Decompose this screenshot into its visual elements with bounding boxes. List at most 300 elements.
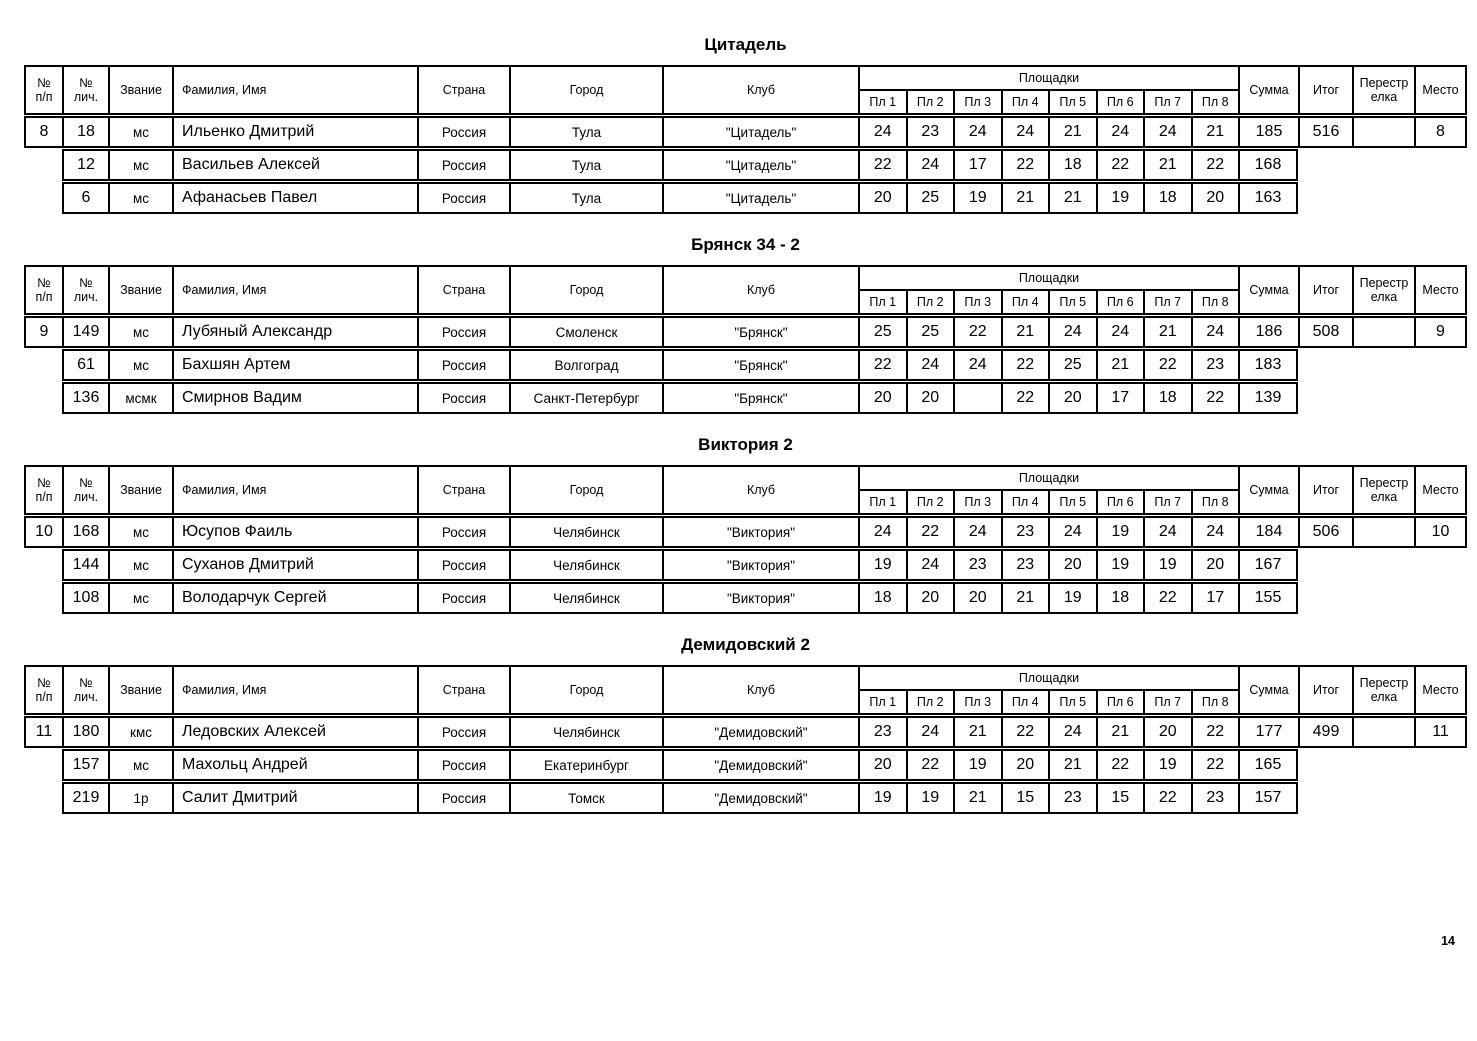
table-row — [62, 782, 1477, 814]
col-header-pl-2: Пл 2 — [906, 89, 954, 115]
col-header-shootoff — [1352, 465, 1414, 515]
cell-pp: 11 — [24, 716, 62, 748]
cell-rank: мс — [108, 582, 172, 614]
col-header-pl-8: Пл 8 — [1191, 689, 1239, 715]
cell-total: 516 — [1298, 116, 1352, 148]
cell-name: Володарчук Сергей — [172, 582, 417, 614]
cell-score: 24 — [953, 349, 1001, 381]
cell-score: 24 — [1096, 116, 1144, 148]
header-line: лич. — [73, 490, 99, 504]
cell-score: 20 — [1191, 182, 1239, 214]
col-header-pl-3: Пл 3 — [953, 689, 1001, 715]
results-table — [24, 65, 1477, 214]
col-header-shootoff — [1352, 665, 1414, 715]
cell-score: 22 — [1001, 349, 1049, 381]
cell-city: Тула — [509, 149, 662, 181]
cell-score: 22 — [1191, 749, 1239, 781]
table-header — [24, 465, 1477, 515]
cell-score: 24 — [906, 716, 954, 748]
cell-rank: кмс — [108, 716, 172, 748]
cell-score: 21 — [1143, 149, 1191, 181]
table-row — [62, 349, 1477, 381]
cell-score: 23 — [1001, 516, 1049, 548]
col-header-pl-1: Пл 1 — [858, 689, 906, 715]
cell-score: 25 — [858, 316, 906, 348]
cell-score: 22 — [1001, 149, 1049, 181]
cell-score: 18 — [1143, 382, 1191, 414]
col-header-place: Место — [1414, 265, 1467, 315]
cell-sum: 183 — [1238, 349, 1298, 381]
cell-id: 12 — [62, 149, 108, 181]
cell-city: Томск — [509, 782, 662, 814]
cell-place: 9 — [1414, 316, 1467, 348]
cell-name: Лубяный Александр — [172, 316, 417, 348]
cell-id: 6 — [62, 182, 108, 214]
cell-rank: мс — [108, 349, 172, 381]
col-header-pl-2: Пл 2 — [906, 689, 954, 715]
cell-score: 19 — [953, 182, 1001, 214]
cell-score: 19 — [1143, 549, 1191, 581]
cell-score: 15 — [1001, 782, 1049, 814]
cell-id: 180 — [62, 716, 108, 748]
cell-score: 23 — [953, 549, 1001, 581]
cell-id: 149 — [62, 316, 108, 348]
cell-score: 23 — [1191, 782, 1239, 814]
cell-score: 19 — [953, 749, 1001, 781]
cell-name: Махольц Андрей — [172, 749, 417, 781]
cell-score: 21 — [1001, 316, 1049, 348]
cell-country: Россия — [417, 182, 509, 214]
col-header-pl-4: Пл 4 — [1001, 289, 1049, 315]
col-header-pl-7: Пл 7 — [1143, 289, 1191, 315]
cell-sum: 139 — [1238, 382, 1298, 414]
table-row — [24, 316, 1477, 348]
col-header-rank: Звание — [108, 65, 172, 115]
cell-score: 21 — [953, 782, 1001, 814]
cell-id: 108 — [62, 582, 108, 614]
cell-score: 17 — [1191, 582, 1239, 614]
col-header-pl-6: Пл 6 — [1096, 489, 1144, 515]
cell-name: Суханов Дмитрий — [172, 549, 417, 581]
header-line: № — [37, 475, 51, 490]
cell-name: Юсупов Фаиль — [172, 516, 417, 548]
cell-id: 144 — [62, 549, 108, 581]
header-line: № — [37, 275, 51, 290]
cell-score: 19 — [1096, 182, 1144, 214]
team-section — [24, 634, 1477, 814]
cell-score: 19 — [1143, 749, 1191, 781]
cell-score: 25 — [906, 182, 954, 214]
cell-sum: 185 — [1238, 116, 1298, 148]
cell-score: 24 — [906, 549, 954, 581]
header-line: елка — [1370, 690, 1398, 704]
cell-score: 20 — [858, 749, 906, 781]
group-label: Площадки — [858, 265, 1238, 289]
cell-rank: мс — [108, 549, 172, 581]
cell-sum: 186 — [1238, 316, 1298, 348]
cell-score: 24 — [1048, 516, 1096, 548]
cell-score: 20 — [1048, 382, 1096, 414]
cell-score: 19 — [1048, 582, 1096, 614]
col-header-country: Страна — [417, 65, 509, 115]
table-row — [62, 749, 1477, 781]
col-header-nlich — [62, 65, 108, 115]
col-header-pl-7: Пл 7 — [1143, 89, 1191, 115]
col-header-pl-6: Пл 6 — [1096, 289, 1144, 315]
col-header-sum: Сумма — [1238, 265, 1298, 315]
header-line: № — [79, 75, 93, 90]
header-line: елка — [1370, 90, 1398, 104]
col-header-city: Город — [509, 265, 662, 315]
cell-city: Челябинск — [509, 582, 662, 614]
col-header-sum: Сумма — [1238, 65, 1298, 115]
pl-header-row — [858, 289, 1238, 315]
cell-score: 24 — [1191, 316, 1239, 348]
col-header-pl-4: Пл 4 — [1001, 89, 1049, 115]
cell-score: 18 — [1143, 182, 1191, 214]
cell-score: 21 — [1048, 749, 1096, 781]
cell-club: "Брянск" — [662, 382, 858, 414]
col-header-club: Клуб — [662, 265, 858, 315]
header-line: Перестр — [1359, 675, 1409, 690]
cell-score: 22 — [1001, 382, 1049, 414]
col-header-pl-8: Пл 8 — [1191, 289, 1239, 315]
cell-score: 20 — [1191, 549, 1239, 581]
cell-score: 24 — [1048, 316, 1096, 348]
cell-name: Бахшян Артем — [172, 349, 417, 381]
cell-club: "Цитадель" — [662, 182, 858, 214]
cell-score: 19 — [906, 782, 954, 814]
cell-score: 22 — [1143, 782, 1191, 814]
header-line: № — [79, 275, 93, 290]
col-header-name: Фамилия, Имя — [172, 465, 417, 515]
cell-score: 23 — [1191, 349, 1239, 381]
table-row — [62, 182, 1477, 214]
table-row — [62, 149, 1477, 181]
col-header-city: Город — [509, 665, 662, 715]
col-header-name: Фамилия, Имя — [172, 65, 417, 115]
cell-name: Смирнов Вадим — [172, 382, 417, 414]
cell-rank: мс — [108, 516, 172, 548]
cell-city: Челябинск — [509, 716, 662, 748]
cell-score: 22 — [1143, 349, 1191, 381]
cell-country: Россия — [417, 316, 509, 348]
cell-city: Тула — [509, 182, 662, 214]
cell-club: "Цитадель" — [662, 149, 858, 181]
cell-country: Россия — [417, 382, 509, 414]
col-header-name: Фамилия, Имя — [172, 665, 417, 715]
cell-score: 22 — [858, 349, 906, 381]
cell-rank: мс — [108, 749, 172, 781]
col-header-sum: Сумма — [1238, 665, 1298, 715]
cell-name: Салит Дмитрий — [172, 782, 417, 814]
col-header-group-ploshadki — [858, 465, 1238, 515]
cell-score: 21 — [1048, 182, 1096, 214]
cell-rank: мс — [108, 316, 172, 348]
header-line: № — [79, 675, 93, 690]
col-header-name: Фамилия, Имя — [172, 265, 417, 315]
cell-shootoff — [1352, 316, 1414, 348]
header-line: п/п — [35, 690, 53, 704]
col-header-country: Страна — [417, 265, 509, 315]
header-line: п/п — [35, 490, 53, 504]
col-header-rank: Звание — [108, 265, 172, 315]
cell-score: 22 — [1191, 716, 1239, 748]
col-header-total: Итог — [1298, 265, 1352, 315]
cell-score: 24 — [1143, 116, 1191, 148]
cell-score: 18 — [858, 582, 906, 614]
cell-score: 21 — [1143, 316, 1191, 348]
table-row — [62, 549, 1477, 581]
col-header-pl-5: Пл 5 — [1048, 489, 1096, 515]
cell-shootoff — [1352, 116, 1414, 148]
col-header-club: Клуб — [662, 665, 858, 715]
col-header-place: Место — [1414, 465, 1467, 515]
cell-score: 22 — [1191, 382, 1239, 414]
team-title: Демидовский 2 — [681, 635, 810, 654]
group-label: Площадки — [858, 65, 1238, 89]
cell-score: 20 — [906, 582, 954, 614]
col-header-pl-1: Пл 1 — [858, 289, 906, 315]
page-number: 14 — [1441, 934, 1455, 948]
cell-score: 22 — [906, 516, 954, 548]
team-section — [24, 434, 1477, 614]
cell-score: 20 — [858, 182, 906, 214]
cell-score: 21 — [1001, 182, 1049, 214]
header-line: № — [37, 675, 51, 690]
cell-score: 24 — [1191, 516, 1239, 548]
table-row — [62, 382, 1477, 414]
cell-score: 18 — [1096, 582, 1144, 614]
cell-score: 19 — [1096, 549, 1144, 581]
cell-score: 21 — [1001, 582, 1049, 614]
cell-place: 8 — [1414, 116, 1467, 148]
cell-score — [953, 382, 1001, 414]
cell-total: 508 — [1298, 316, 1352, 348]
cell-id: 157 — [62, 749, 108, 781]
col-header-rank: Звание — [108, 665, 172, 715]
header-line: п/п — [35, 90, 53, 104]
cell-id: 219 — [62, 782, 108, 814]
cell-city: Смоленск — [509, 316, 662, 348]
results-table — [24, 465, 1477, 614]
header-line: № — [37, 75, 51, 90]
cell-id: 168 — [62, 516, 108, 548]
cell-score: 24 — [953, 116, 1001, 148]
cell-club: "Брянск" — [662, 316, 858, 348]
cell-club: "Виктория" — [662, 582, 858, 614]
cell-score: 20 — [953, 582, 1001, 614]
col-header-pl-5: Пл 5 — [1048, 89, 1096, 115]
col-header-country: Страна — [417, 465, 509, 515]
cell-city: Челябинск — [509, 516, 662, 548]
cell-score: 22 — [906, 749, 954, 781]
col-header-sum: Сумма — [1238, 465, 1298, 515]
col-header-pl-6: Пл 6 — [1096, 89, 1144, 115]
cell-city: Тула — [509, 116, 662, 148]
cell-score: 20 — [1143, 716, 1191, 748]
cell-sum: 177 — [1238, 716, 1298, 748]
cell-country: Россия — [417, 516, 509, 548]
header-line: елка — [1370, 290, 1398, 304]
cell-score: 25 — [1048, 349, 1096, 381]
cell-score: 24 — [1001, 116, 1049, 148]
cell-club: "Демидовский" — [662, 716, 858, 748]
cell-score: 24 — [858, 116, 906, 148]
table-row — [24, 516, 1477, 548]
cell-sum: 155 — [1238, 582, 1298, 614]
col-header-pl-5: Пл 5 — [1048, 689, 1096, 715]
cell-country: Россия — [417, 116, 509, 148]
table-header — [24, 265, 1477, 315]
team-title: Брянск 34 - 2 — [691, 235, 800, 254]
cell-sum: 163 — [1238, 182, 1298, 214]
cell-city: Челябинск — [509, 549, 662, 581]
results-table — [24, 265, 1477, 414]
header-line: лич. — [73, 690, 99, 704]
team-section — [24, 234, 1477, 414]
cell-score: 23 — [1001, 549, 1049, 581]
table-header — [24, 665, 1477, 715]
col-header-nlich — [62, 265, 108, 315]
cell-score: 24 — [1048, 716, 1096, 748]
cell-score: 21 — [1096, 349, 1144, 381]
cell-score: 22 — [1001, 716, 1049, 748]
col-header-pl-1: Пл 1 — [858, 89, 906, 115]
col-header-pl-7: Пл 7 — [1143, 689, 1191, 715]
table-row — [24, 116, 1477, 148]
cell-shootoff — [1352, 716, 1414, 748]
col-header-pl-7: Пл 7 — [1143, 489, 1191, 515]
header-line: елка — [1370, 490, 1398, 504]
cell-rank: мс — [108, 149, 172, 181]
cell-country: Россия — [417, 749, 509, 781]
col-header-pl-8: Пл 8 — [1191, 489, 1239, 515]
cell-score: 22 — [953, 316, 1001, 348]
cell-score: 21 — [1096, 716, 1144, 748]
cell-club: "Демидовский" — [662, 749, 858, 781]
col-header-total: Итог — [1298, 65, 1352, 115]
col-header-pl-4: Пл 4 — [1001, 489, 1049, 515]
col-header-group-ploshadki — [858, 265, 1238, 315]
cell-pp: 8 — [24, 116, 62, 148]
cell-score: 23 — [858, 716, 906, 748]
cell-score: 20 — [1001, 749, 1049, 781]
col-header-pl-2: Пл 2 — [906, 289, 954, 315]
cell-id: 18 — [62, 116, 108, 148]
cell-sum: 184 — [1238, 516, 1298, 548]
col-header-npp — [24, 265, 62, 315]
col-header-place: Место — [1414, 665, 1467, 715]
header-line: Перестр — [1359, 475, 1409, 490]
col-header-pl-3: Пл 3 — [953, 289, 1001, 315]
cell-score: 18 — [1048, 149, 1096, 181]
col-header-pl-3: Пл 3 — [953, 489, 1001, 515]
cell-city: Волгоград — [509, 349, 662, 381]
cell-score: 20 — [858, 382, 906, 414]
cell-score: 17 — [1096, 382, 1144, 414]
header-line: лич. — [73, 290, 99, 304]
header-line: № — [79, 475, 93, 490]
cell-score: 22 — [1096, 149, 1144, 181]
team-title: Виктория 2 — [698, 435, 793, 454]
team-section — [24, 34, 1477, 214]
pl-header-row — [858, 489, 1238, 515]
team-title: Цитадель — [704, 35, 787, 54]
col-header-city: Город — [509, 465, 662, 515]
col-header-npp — [24, 465, 62, 515]
header-line: Перестр — [1359, 75, 1409, 90]
col-header-nlich — [62, 465, 108, 515]
col-header-pl-8: Пл 8 — [1191, 89, 1239, 115]
col-header-nlich — [62, 665, 108, 715]
table-header — [24, 65, 1477, 115]
pl-header-row — [858, 689, 1238, 715]
cell-country: Россия — [417, 782, 509, 814]
col-header-club: Клуб — [662, 465, 858, 515]
cell-name: Афанасьев Павел — [172, 182, 417, 214]
cell-country: Россия — [417, 349, 509, 381]
cell-name: Васильев Алексей — [172, 149, 417, 181]
cell-id: 136 — [62, 382, 108, 414]
cell-score: 24 — [906, 349, 954, 381]
cell-score: 19 — [1096, 516, 1144, 548]
results-table — [24, 665, 1477, 814]
cell-total: 506 — [1298, 516, 1352, 548]
cell-score: 21 — [1191, 116, 1239, 148]
col-header-club: Клуб — [662, 65, 858, 115]
col-header-group-ploshadki — [858, 65, 1238, 115]
cell-club: "Виктория" — [662, 549, 858, 581]
col-header-group-ploshadki — [858, 665, 1238, 715]
col-header-pl-4: Пл 4 — [1001, 689, 1049, 715]
cell-club: "Цитадель" — [662, 116, 858, 148]
cell-score: 20 — [1048, 549, 1096, 581]
col-header-npp — [24, 665, 62, 715]
cell-rank: мсмк — [108, 382, 172, 414]
cell-club: "Демидовский" — [662, 782, 858, 814]
cell-score: 24 — [858, 516, 906, 548]
cell-city: Санкт-Петербург — [509, 382, 662, 414]
col-header-shootoff — [1352, 65, 1414, 115]
cell-name: Ильенко Дмитрий — [172, 116, 417, 148]
col-header-total: Итог — [1298, 665, 1352, 715]
header-line: Перестр — [1359, 275, 1409, 290]
col-header-pl-3: Пл 3 — [953, 89, 1001, 115]
cell-pp: 10 — [24, 516, 62, 548]
cell-score: 19 — [858, 782, 906, 814]
cell-score: 21 — [953, 716, 1001, 748]
col-header-shootoff — [1352, 265, 1414, 315]
cell-score: 24 — [906, 149, 954, 181]
cell-id: 61 — [62, 349, 108, 381]
cell-score: 24 — [1096, 316, 1144, 348]
cell-sum: 165 — [1238, 749, 1298, 781]
cell-score: 19 — [858, 549, 906, 581]
cell-sum: 167 — [1238, 549, 1298, 581]
cell-score: 17 — [953, 149, 1001, 181]
cell-club: "Брянск" — [662, 349, 858, 381]
cell-shootoff — [1352, 516, 1414, 548]
col-header-city: Город — [509, 65, 662, 115]
cell-country: Россия — [417, 582, 509, 614]
cell-score: 20 — [906, 382, 954, 414]
cell-city: Екатеринбург — [509, 749, 662, 781]
cell-name: Ледовских Алексей — [172, 716, 417, 748]
cell-rank: 1р — [108, 782, 172, 814]
header-line: п/п — [35, 290, 53, 304]
cell-sum: 168 — [1238, 149, 1298, 181]
